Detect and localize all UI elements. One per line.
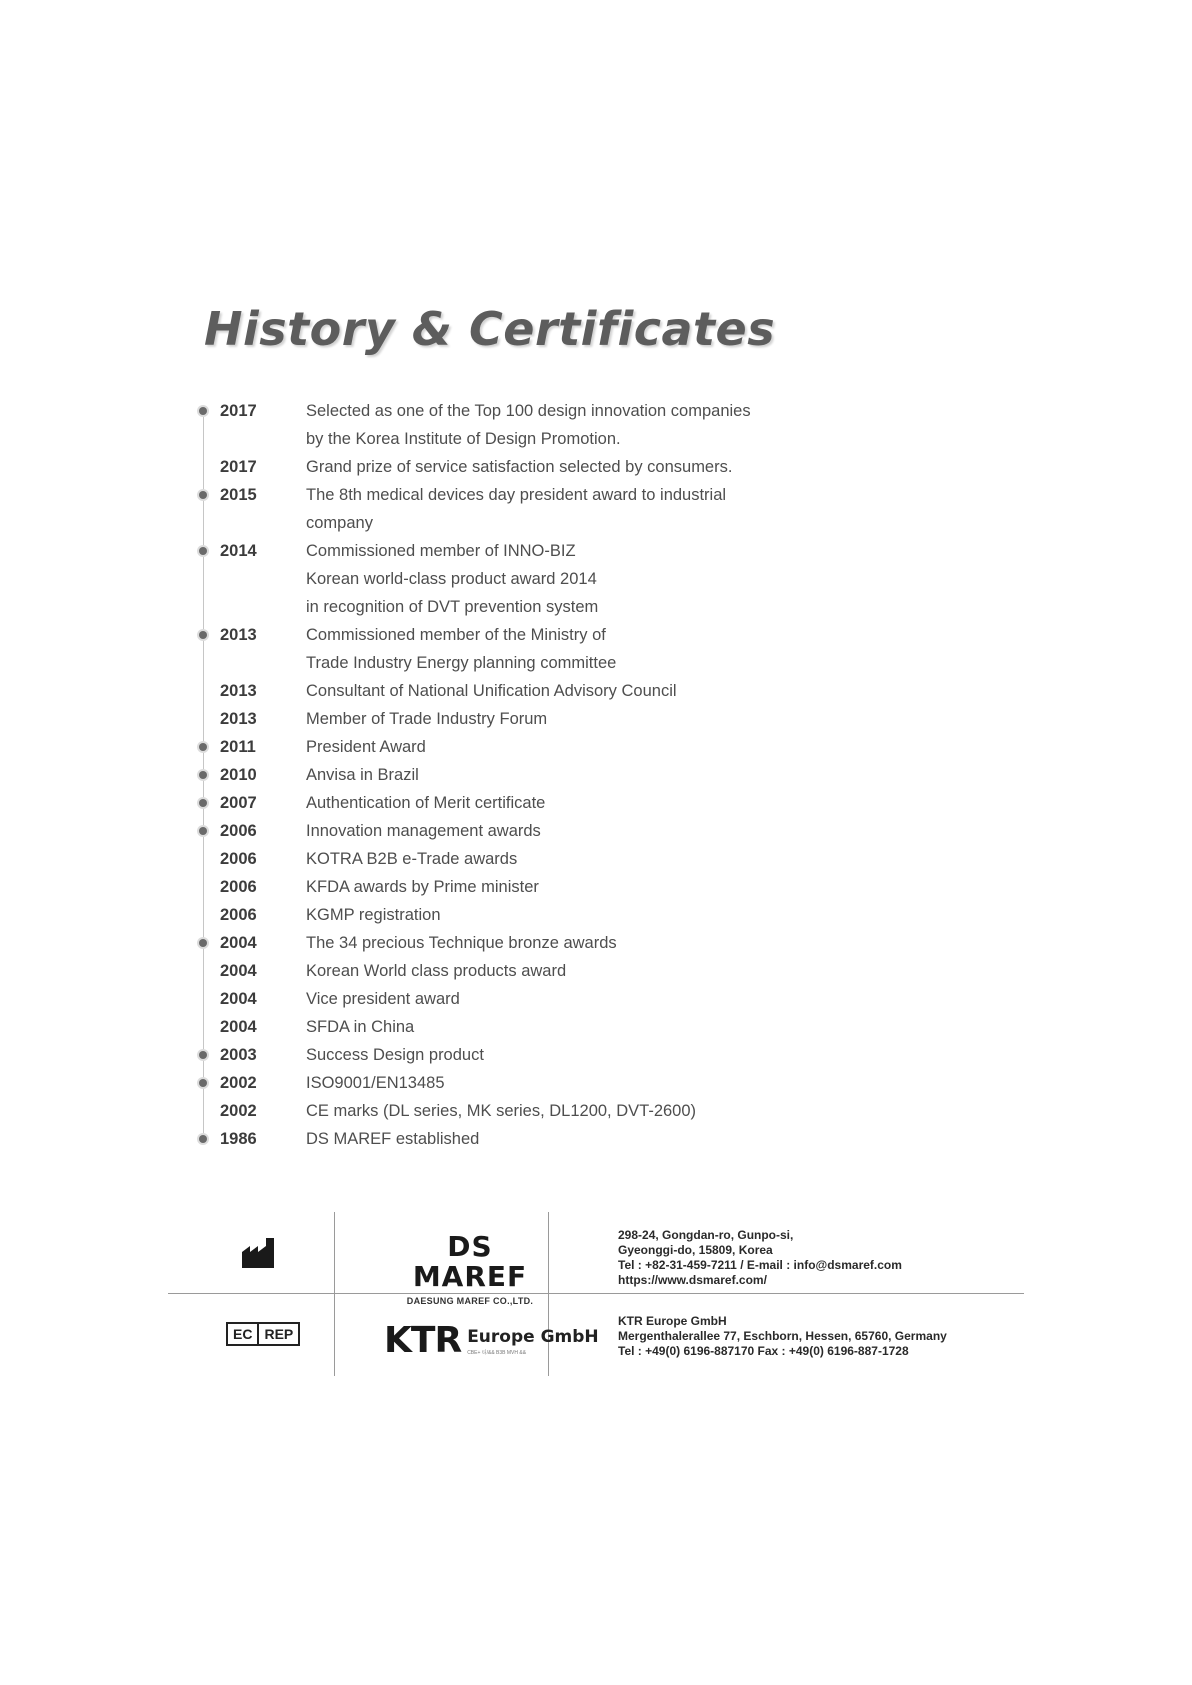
timeline-entry [190, 1013, 830, 1041]
timeline-entry [190, 481, 830, 509]
entry-text: Grand prize of service satisfaction selected by consumers. [306, 458, 733, 476]
entry-text: The 34 precious Technique bronze awards [306, 934, 617, 952]
timeline-dot [199, 1135, 207, 1143]
timeline-dot [199, 799, 207, 807]
timeline-entry [190, 873, 830, 901]
timeline-dot [199, 631, 207, 639]
representative-address [618, 1314, 947, 1359]
footer-divider-horizontal [168, 1293, 1024, 1294]
website-link[interactable]: https://www.dsmaref.com/ [618, 1273, 767, 1287]
timeline-entry [190, 565, 830, 593]
entry-year: 2002 [220, 1074, 257, 1092]
entry-year [220, 649, 280, 677]
rep-label: REP [259, 1322, 300, 1346]
entry-text: The 8th medical devices day president award to industrial [306, 486, 727, 504]
timeline-entry [190, 1125, 830, 1153]
history-timeline [190, 397, 830, 1153]
timeline-entry [190, 1097, 830, 1125]
entry-text: Innovation management awards [306, 822, 541, 840]
timeline-entry [190, 621, 830, 649]
address-line: Tel : +49(0) 6196-887170 Fax : +49(0) 6196-887-1728 [618, 1344, 909, 1358]
timeline-entry [190, 733, 830, 761]
entry-text: Member of Trade Industry Forum [306, 710, 548, 728]
address-line: Mergenthalerallee 77, Eschborn, Hessen, 65760, Germany [618, 1329, 947, 1343]
timeline-entry [190, 817, 830, 845]
entry-year: 2011 [220, 738, 256, 756]
entry-year: 2006 [220, 906, 257, 924]
timeline-entry [190, 957, 830, 985]
entry-year: 2017 [220, 458, 257, 476]
entry-text: Commissioned member of INNO-BIZ [306, 542, 576, 560]
page-title: History & Certificates [204, 302, 776, 356]
entry-year: 2006 [220, 822, 257, 840]
manufacturer-address [618, 1228, 902, 1288]
timeline-entry [190, 1041, 830, 1069]
entry-text: Trade Industry Energy planning committee [306, 654, 617, 672]
address-line: KTR Europe GmbH [618, 1314, 727, 1328]
entry-year: 2006 [220, 878, 257, 896]
contact-footer [168, 1212, 1024, 1376]
timeline-entry [190, 1069, 830, 1097]
dsmaref-wordmark: DS MAREF [412, 1230, 528, 1293]
timeline-entry [190, 845, 830, 873]
entry-year: 2006 [220, 850, 257, 868]
dsmaref-company-name: DAESUNG MAREF CO.,LTD. [406, 1296, 534, 1306]
entry-year [220, 593, 280, 621]
entry-text: Selected as one of the Top 100 design innovation companies [306, 402, 751, 420]
entry-text: in recognition of DVT prevention system [306, 598, 599, 616]
dsmaref-logo [390, 1232, 550, 1306]
entry-year: 2013 [220, 710, 257, 728]
entry-year [220, 509, 280, 537]
entry-text: KGMP registration [306, 906, 441, 924]
entry-text: ISO9001/EN13485 [306, 1074, 445, 1092]
timeline-entry [190, 649, 830, 677]
entry-year: 2013 [220, 682, 257, 700]
entry-year: 2015 [220, 486, 257, 504]
entry-text: Consultant of National Unification Advisory Council [306, 682, 677, 700]
manufacturer-factory-icon [240, 1236, 280, 1270]
entry-text: company [306, 514, 373, 532]
ktr-europe-logo [384, 1322, 599, 1360]
ec-label: EC [226, 1322, 259, 1346]
timeline-dot [199, 771, 207, 779]
entry-year: 2007 [220, 794, 257, 812]
footer-divider-vertical-1 [334, 1212, 335, 1376]
timeline-entry [190, 789, 830, 817]
entry-text: Anvisa in Brazil [306, 766, 419, 784]
timeline-entry [190, 453, 830, 481]
entry-year: 2004 [220, 990, 257, 1008]
timeline-entry [190, 537, 830, 565]
timeline-dot [199, 547, 207, 555]
entry-text: DS MAREF established [306, 1130, 480, 1148]
entry-text: SFDA in China [306, 1018, 415, 1036]
entry-text: by the Korea Institute of Design Promotion. [306, 430, 621, 448]
timeline-dot [199, 1079, 207, 1087]
entry-year: 2002 [220, 1102, 257, 1120]
entry-year: 2004 [220, 1018, 257, 1036]
entry-text: KFDA awards by Prime minister [306, 878, 539, 896]
entry-year: 2017 [220, 402, 257, 420]
entry-text: Commissioned member of the Ministry of [306, 626, 606, 644]
timeline-dot [199, 743, 207, 751]
entry-text: CE marks (DL series, MK series, DL1200, DVT-2600) [306, 1102, 697, 1120]
timeline-entry [190, 761, 830, 789]
entry-text: Success Design product [306, 1046, 484, 1064]
timeline-dot [199, 1051, 207, 1059]
ec-rep-symbol [226, 1322, 300, 1346]
timeline-entry [190, 705, 830, 733]
entry-year: 2004 [220, 962, 257, 980]
address-line: Gyeonggi-do, 15809, Korea [618, 1243, 773, 1257]
address-line: 298-24, Gongdan-ro, Gunpo-si, [618, 1228, 794, 1242]
timeline-entry [190, 929, 830, 957]
timeline-dot [199, 491, 207, 499]
entry-text: President Award [306, 738, 426, 756]
ktr-small-text: CBE+ 티/&& B3B MVH && [467, 1349, 527, 1356]
entry-text: Vice president award [306, 990, 460, 1008]
timeline-entry [190, 901, 830, 929]
timeline-entry [190, 509, 830, 537]
ktr-mark: KTR [384, 1320, 462, 1361]
timeline-dot [199, 827, 207, 835]
entry-year [220, 565, 280, 593]
entry-text: Korean World class products award [306, 962, 567, 980]
address-line: Tel : +82-31-459-7211 / E-mail : info@dsmaref.com [618, 1258, 902, 1272]
timeline-dot [199, 407, 207, 415]
entry-year: 2014 [220, 542, 257, 560]
entry-text: Authentication of Merit certificate [306, 794, 546, 812]
entry-year: 1986 [220, 1130, 257, 1148]
timeline-entry [190, 593, 830, 621]
entry-year [220, 425, 280, 453]
entry-year: 2010 [220, 766, 257, 784]
entry-year: 2013 [220, 626, 257, 644]
entry-text: KOTRA B2B e-Trade awards [306, 850, 518, 868]
timeline-entry [190, 677, 830, 705]
ktr-europe-text: Europe GmbH [467, 1326, 599, 1347]
entry-year: 2004 [220, 934, 257, 952]
timeline-entry [190, 397, 830, 425]
entry-year: 2003 [220, 1046, 257, 1064]
entry-text: Korean world-class product award 2014 [306, 570, 597, 588]
timeline-dot [199, 939, 207, 947]
timeline-entry [190, 985, 830, 1013]
timeline-entry [190, 425, 830, 453]
